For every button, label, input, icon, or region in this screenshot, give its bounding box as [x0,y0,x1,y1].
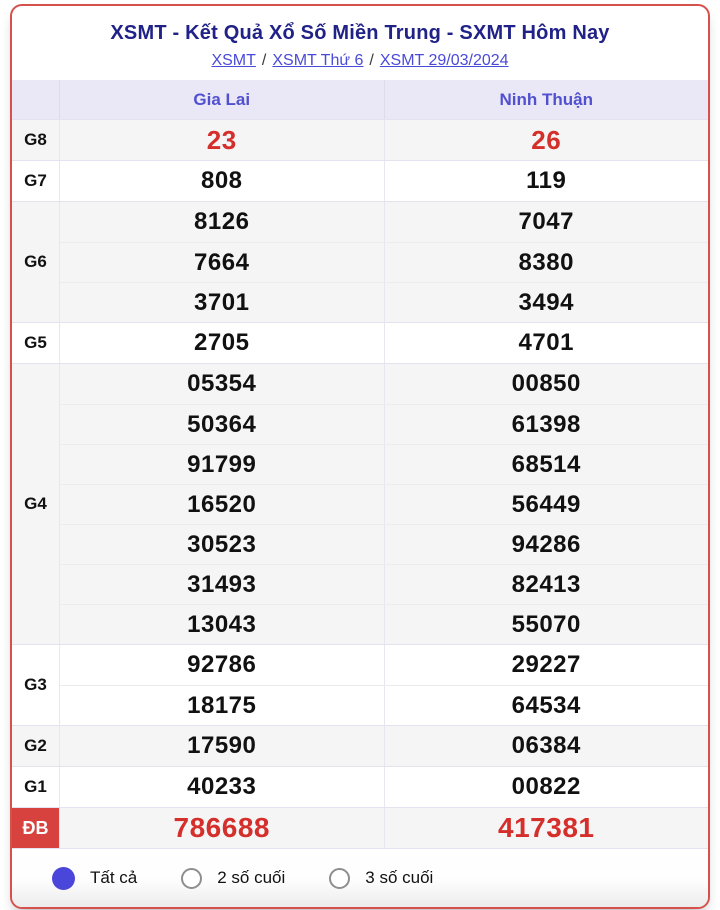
prize-label-G6: G6 [12,202,60,322]
prize-subrow [60,323,708,363]
prize-row-G3 [12,644,708,725]
radio-selected-icon[interactable] [52,867,75,890]
prize-subrow [60,242,708,282]
filter-option-label: 2 số cuối [217,868,286,887]
prize-subrow [60,726,708,766]
prize-subrow [60,202,708,242]
prize-values-G3 [60,645,708,725]
breadcrumb-separator: / [261,52,267,69]
prize-values-G2 [60,726,708,766]
column-header-ninh-thuan: Ninh Thuận [384,80,709,119]
prize-value: 29227 [384,645,709,685]
prize-value: 26 [384,120,709,160]
prize-row-ĐB [12,807,708,848]
prize-value: 4701 [384,323,709,363]
results-table [12,80,708,848]
prize-label-G3: G3 [12,645,60,725]
header-corner-cell [12,80,60,119]
prize-value: 7047 [384,202,709,242]
prize-value: 417381 [384,808,709,848]
prize-value: 808 [200,167,243,194]
prize-subrow [60,404,708,444]
filter-option-1[interactable] [181,868,285,889]
prize-value: 06384 [384,726,709,766]
filter-option-0[interactable] [52,867,137,890]
prize-label-ĐB: ĐB [12,808,60,848]
prize-label-G4: G4 [12,364,60,644]
prize-label-G7: G7 [12,161,60,201]
prize-value: 8380 [384,243,709,282]
prize-value: 56449 [384,485,709,524]
prize-value: 40233 [187,773,257,800]
prize-value: 3701 [194,288,250,316]
prize-subrow [60,564,708,604]
prize-row-G4 [12,363,708,644]
prize-value: 119 [384,161,709,201]
prize-value: 13043 [187,610,257,638]
digit-filter-group [12,848,708,907]
breadcrumb [12,52,708,70]
breadcrumb-link-0[interactable]: XSMT [211,52,256,69]
prize-value: 786688 [173,812,270,843]
prize-label-G2: G2 [12,726,60,766]
table-header-row [12,80,708,120]
prize-value: 00850 [384,364,709,404]
prize-subrow [60,120,708,160]
prize-label-G1: G1 [12,767,60,807]
prize-value: 18175 [187,691,257,719]
prize-value: 92786 [187,651,257,678]
prize-subrow [60,282,708,322]
prize-row-G6 [12,201,708,322]
prize-row-G8 [12,120,708,160]
prize-value: 00822 [384,767,709,807]
prize-value: 8126 [194,208,250,235]
prize-label-G5: G5 [12,323,60,363]
prize-value: 2705 [194,329,250,356]
radio-unselected-icon[interactable] [329,868,350,889]
prize-value: 55070 [384,605,709,644]
prize-value: 23 [206,124,237,155]
radio-unselected-icon[interactable] [181,868,202,889]
prize-value: 7664 [194,248,250,276]
prize-subrow [60,364,708,404]
prize-values-G7 [60,161,708,201]
prize-value: 50364 [187,410,257,438]
prize-value: 94286 [384,525,709,564]
prize-row-G5 [12,322,708,363]
page-title: XSMT - Kết Quả Xổ Số Miền Trung - SXMT Hôm Nay [110,22,610,44]
prize-subrow [60,161,708,201]
lottery-results-card [10,4,710,909]
filter-option-label: 3 số cuối [365,868,434,887]
prize-value: 16520 [187,490,257,518]
prize-values-G8 [60,120,708,160]
prize-value: 82413 [384,565,709,604]
prize-label-G8: G8 [12,120,60,160]
prize-value: 17590 [187,732,257,759]
prize-value: 30523 [187,530,257,558]
prize-subrow [60,604,708,644]
prize-row-G1 [12,766,708,807]
prize-row-G7 [12,160,708,201]
prize-values-G5 [60,323,708,363]
prize-subrow [60,685,708,725]
prize-value: 91799 [187,450,257,478]
filter-option-label: Tất cả [90,868,138,887]
prize-value: 3494 [384,283,709,322]
breadcrumb-link-1[interactable]: XSMT Thứ 6 [272,52,364,69]
prize-value: 68514 [384,445,709,484]
prize-subrow [60,444,708,484]
prize-subrow [60,767,708,807]
prize-subrow [60,484,708,524]
prize-value: 61398 [384,405,709,444]
breadcrumb-separator: / [369,52,374,69]
prize-values-ĐB [60,808,708,848]
prize-subrow [60,645,708,685]
prize-row-G2 [12,725,708,766]
prize-value: 05354 [187,370,257,397]
table-body [12,120,708,848]
prize-value: 64534 [384,686,709,725]
prize-subrow [60,808,708,848]
prize-values-G1 [60,767,708,807]
prize-values-G4 [60,364,708,644]
prize-value: 31493 [187,570,257,598]
filter-option-2[interactable] [329,868,433,889]
prize-subrow [60,524,708,564]
prize-values-G6 [60,202,708,322]
column-header-gia-lai: Gia Lai [193,89,251,109]
breadcrumb-link-2[interactable]: XSMT 29/03/2024 [379,52,509,69]
